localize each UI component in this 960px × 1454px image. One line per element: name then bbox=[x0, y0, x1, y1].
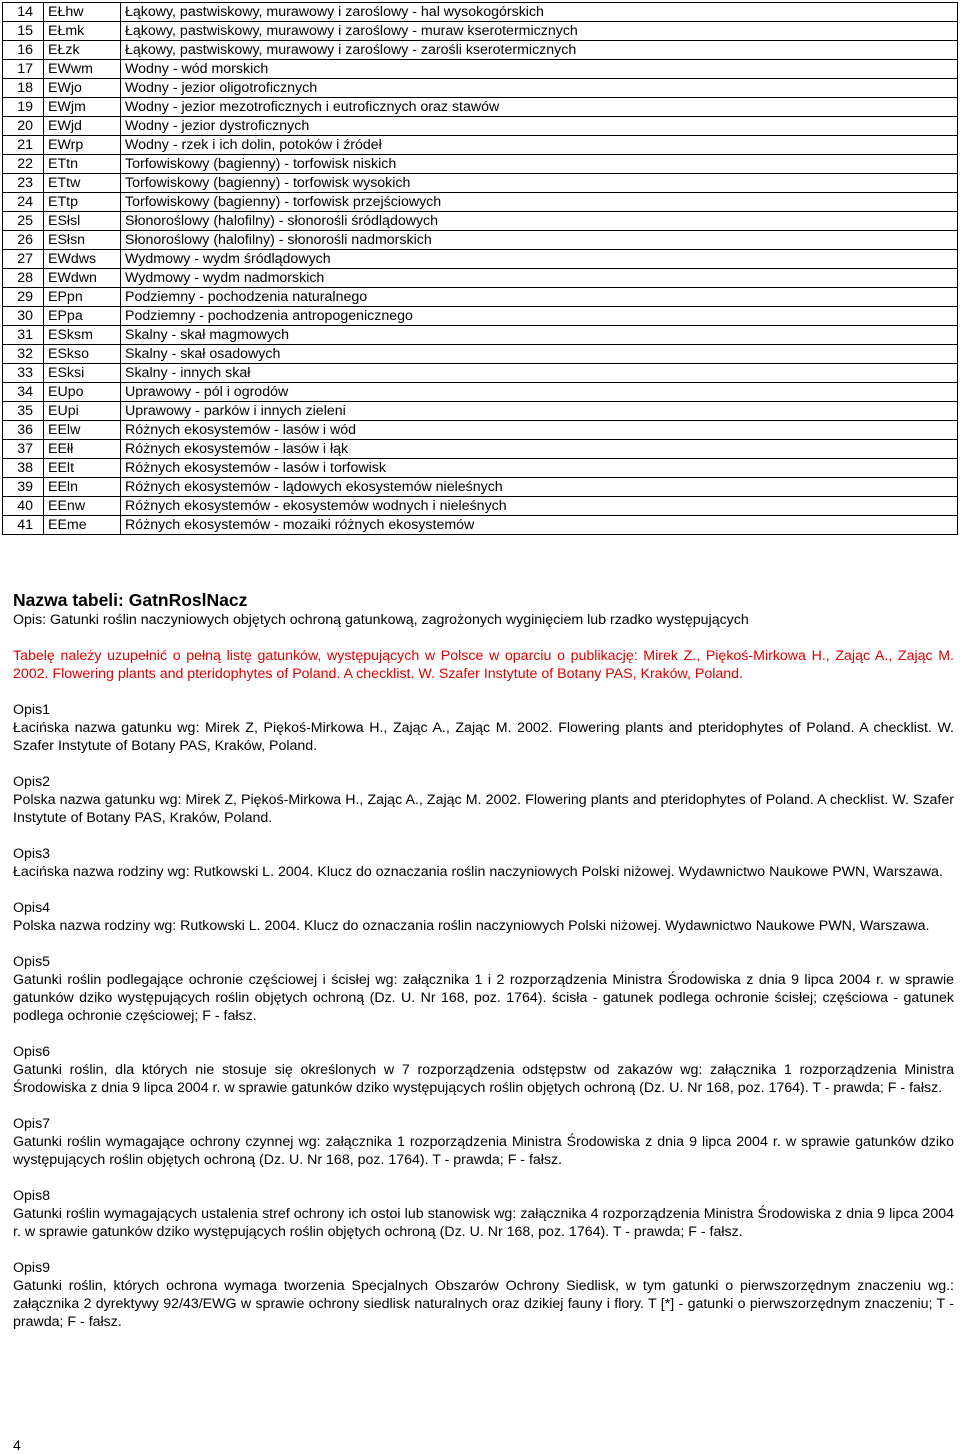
table-row bbox=[3, 326, 958, 345]
row-code: EEnw bbox=[44, 497, 121, 516]
field-block bbox=[13, 1043, 954, 1097]
table-row bbox=[3, 269, 958, 288]
row-number: 20 bbox=[3, 117, 44, 136]
row-number: 18 bbox=[3, 79, 44, 98]
red-instruction-note: Tabelę należy uzupełnić o pełną listę gatunków, występujących w Polsce w oparciu o publikację: Mirek Z., Piękoś-Mirkowa H., Zając A., Zając M. 2002. Flowering plants and pteridophytes of Poland. A checklist. W. Szafer Instytute of Botany PAS, Kraków, Poland. bbox=[13, 648, 954, 682]
row-number: 14 bbox=[3, 3, 44, 22]
row-description: Łąkowy, pastwiskowy, murawowy i zaroślowy - muraw kserotermicznych bbox=[121, 22, 958, 41]
table-row bbox=[3, 307, 958, 326]
ecosystem-codes-table bbox=[2, 2, 958, 535]
field-heading: Opis1 bbox=[13, 702, 51, 718]
table-row bbox=[3, 421, 958, 440]
table-row bbox=[3, 3, 958, 22]
table-row bbox=[3, 193, 958, 212]
row-number: 21 bbox=[3, 136, 44, 155]
field-heading: Opis9 bbox=[13, 1260, 51, 1276]
row-description: Wodny - rzek i ich dolin, potoków i źródeł bbox=[121, 136, 958, 155]
row-code: EPpn bbox=[44, 288, 121, 307]
row-description: Podziemny - pochodzenia antropogenicznego bbox=[121, 307, 958, 326]
row-number: 27 bbox=[3, 250, 44, 269]
row-description: Różnych ekosystemów - lasów i wód bbox=[121, 421, 958, 440]
row-code: EEme bbox=[44, 516, 121, 535]
row-description: Torfowiskowy (bagienny) - torfowisk przejściowych bbox=[121, 193, 958, 212]
row-number: 34 bbox=[3, 383, 44, 402]
table-row bbox=[3, 231, 958, 250]
table-row bbox=[3, 459, 958, 478]
row-description: Skalny - innych skał bbox=[121, 364, 958, 383]
row-description: Wodny - jezior mezotroficznych i eutroficznych oraz stawów bbox=[121, 98, 958, 117]
table-row bbox=[3, 250, 958, 269]
row-number: 31 bbox=[3, 326, 44, 345]
row-code: EUpo bbox=[44, 383, 121, 402]
row-number: 33 bbox=[3, 364, 44, 383]
row-number: 17 bbox=[3, 60, 44, 79]
field-text: Gatunki roślin, których ochrona wymaga tworzenia Specjalnych Obszarów Ochrony Siedlisk, w tym gatunki o pierwszorzędnym znaczeniu wg.: załącznika 2 dyrektywy 92/43/EWG w sprawie ochrony siedlisk naturalnych oraz dzikiej fauny i flory. T [*] - gatunki o pierwszorzędnym znaczeniu; T - prawda; F - fałsz. bbox=[13, 1278, 954, 1330]
row-number: 37 bbox=[3, 440, 44, 459]
row-description: Różnych ekosystemów - mozaiki różnych ekosystemów bbox=[121, 516, 958, 535]
row-code: ETtp bbox=[44, 193, 121, 212]
field-text: Łacińska nazwa gatunku wg: Mirek Z, Piękoś-Mirkowa H., Zając A., Zając M. 2002. Flowering plants and pteridophytes of Poland. A checklist. W. Szafer Instytute of Botany PAS, Kraków, Poland. bbox=[13, 720, 954, 754]
row-number: 36 bbox=[3, 421, 44, 440]
row-number: 15 bbox=[3, 22, 44, 41]
row-code: EWrp bbox=[44, 136, 121, 155]
row-description: Słonoroślowy (halofilny) - słonorośli nadmorskich bbox=[121, 231, 958, 250]
field-heading: Opis7 bbox=[13, 1116, 51, 1132]
field-block bbox=[13, 1259, 954, 1331]
row-code: EŁmk bbox=[44, 22, 121, 41]
row-description: Skalny - skał osadowych bbox=[121, 345, 958, 364]
row-number: 16 bbox=[3, 41, 44, 60]
row-code: ETtw bbox=[44, 174, 121, 193]
row-number: 32 bbox=[3, 345, 44, 364]
field-text: Gatunki roślin wymagających ustalenia stref ochrony ich ostoi lub stanowisk wg: załącznika 4 rozporządzenia Ministra Środowiska z dnia 9 lipca 2004 r. w sprawie gatunków dziko występujących roślin objętych ochroną (Dz. U. Nr 168, poz. 1764). T - prawda; F - fałsz. bbox=[13, 1206, 954, 1240]
field-heading: Opis2 bbox=[13, 774, 51, 790]
row-description: Wydmowy - wydm śródlądowych bbox=[121, 250, 958, 269]
row-code: ESłsn bbox=[44, 231, 121, 250]
table-row bbox=[3, 364, 958, 383]
row-code: EElt bbox=[44, 459, 121, 478]
row-code: EEłł bbox=[44, 440, 121, 459]
row-description: Uprawowy - parków i innych zieleni bbox=[121, 402, 958, 421]
row-number: 25 bbox=[3, 212, 44, 231]
table-row bbox=[3, 98, 958, 117]
table-row bbox=[3, 288, 958, 307]
row-code: EŁhw bbox=[44, 3, 121, 22]
row-description: Różnych ekosystemów - ekosystemów wodnych i nieleśnych bbox=[121, 497, 958, 516]
row-code: EWwm bbox=[44, 60, 121, 79]
table-row bbox=[3, 155, 958, 174]
table-row bbox=[3, 516, 958, 535]
row-description: Różnych ekosystemów - lasów i łąk bbox=[121, 440, 958, 459]
row-code: EPpa bbox=[44, 307, 121, 326]
row-code: ESksi bbox=[44, 364, 121, 383]
row-number: 22 bbox=[3, 155, 44, 174]
field-block bbox=[13, 701, 954, 755]
row-number: 26 bbox=[3, 231, 44, 250]
row-number: 24 bbox=[3, 193, 44, 212]
row-code: ETtn bbox=[44, 155, 121, 174]
row-description: Torfowiskowy (bagienny) - torfowisk niskich bbox=[121, 155, 958, 174]
field-block bbox=[13, 899, 954, 935]
field-block bbox=[13, 1115, 954, 1169]
field-text: Gatunki roślin, dla których nie stosuje się określonych w 7 rozporządzenia odstępstw od zakazów wg: załącznika 1 rozporządzenia Ministra Środowiska z dnia 9 lipca 2004 r. w sprawie gatunków dziko występujących roślin objętych ochroną (Dz. U. Nr 168, poz. 1764). T - prawda; F - fałsz. bbox=[13, 1062, 954, 1096]
table-row bbox=[3, 136, 958, 155]
field-block bbox=[13, 953, 954, 1025]
field-text: Polska nazwa rodziny wg: Rutkowski L. 2004. Klucz do oznaczania roślin naczyniowych Polski niżowej. Wydawnictwo Naukowe PWN, Warszawa. bbox=[13, 918, 930, 934]
row-code: EWdwn bbox=[44, 269, 121, 288]
row-description: Różnych ekosystemów - lądowych ekosystemów nieleśnych bbox=[121, 478, 958, 497]
row-number: 23 bbox=[3, 174, 44, 193]
row-number: 39 bbox=[3, 478, 44, 497]
table-row bbox=[3, 478, 958, 497]
row-number: 29 bbox=[3, 288, 44, 307]
table-row bbox=[3, 22, 958, 41]
table-row bbox=[3, 79, 958, 98]
row-code: EWdws bbox=[44, 250, 121, 269]
row-description: Torfowiskowy (bagienny) - torfowisk wysokich bbox=[121, 174, 958, 193]
table-name-heading: Nazwa tabeli: GatnRoslNacz bbox=[13, 590, 248, 610]
field-text: Gatunki roślin podlegające ochronie częściowej i ścisłej wg: załącznika 1 i 2 rozporządzenia Ministra Środowiska z dnia 9 lipca 2004 r. w sprawie gatunków dziko występujących roślin objętych ochroną (Dz. U. Nr 168, poz. 1764). ścisła - gatunek podlega ochronie ścisłej; częściowa - gatunek podlega ochronie częściowej; F - fałsz. bbox=[13, 972, 954, 1024]
table-body bbox=[3, 3, 958, 535]
row-number: 38 bbox=[3, 459, 44, 478]
row-code: EŁzk bbox=[44, 41, 121, 60]
row-number: 19 bbox=[3, 98, 44, 117]
row-number: 30 bbox=[3, 307, 44, 326]
row-description: Różnych ekosystemów - lasów i torfowisk bbox=[121, 459, 958, 478]
table-row bbox=[3, 402, 958, 421]
table-description: Opis: Gatunki roślin naczyniowych objętych ochroną gatunkową, zagrożonych wyginięciem lub rzadko występujących bbox=[13, 612, 749, 628]
row-description: Wodny - jezior oligotroficznych bbox=[121, 79, 958, 98]
row-code: EUpi bbox=[44, 402, 121, 421]
row-code: EWjd bbox=[44, 117, 121, 136]
table-row bbox=[3, 440, 958, 459]
table-row bbox=[3, 41, 958, 60]
table-row bbox=[3, 60, 958, 79]
row-description: Uprawowy - pól i ogrodów bbox=[121, 383, 958, 402]
field-block bbox=[13, 1187, 954, 1241]
field-descriptions bbox=[13, 701, 954, 1331]
row-code: EEln bbox=[44, 478, 121, 497]
row-code: ESksm bbox=[44, 326, 121, 345]
table-row bbox=[3, 117, 958, 136]
table-row bbox=[3, 497, 958, 516]
field-block bbox=[13, 845, 954, 881]
row-number: 35 bbox=[3, 402, 44, 421]
page-number: 4 bbox=[13, 1437, 21, 1453]
row-code: EWjo bbox=[44, 79, 121, 98]
row-number: 28 bbox=[3, 269, 44, 288]
table-row bbox=[3, 174, 958, 193]
row-code: ESkso bbox=[44, 345, 121, 364]
field-heading: Opis5 bbox=[13, 954, 51, 970]
row-number: 41 bbox=[3, 516, 44, 535]
row-description: Łąkowy, pastwiskowy, murawowy i zaroślowy - hal wysokogórskich bbox=[121, 3, 958, 22]
row-description: Wodny - wód morskich bbox=[121, 60, 958, 79]
row-number: 40 bbox=[3, 497, 44, 516]
row-description: Łąkowy, pastwiskowy, murawowy i zaroślowy - zarośli kserotermicznych bbox=[121, 41, 958, 60]
row-code: EElw bbox=[44, 421, 121, 440]
field-heading: Opis8 bbox=[13, 1188, 51, 1204]
row-description: Wodny - jezior dystroficznych bbox=[121, 117, 958, 136]
field-text: Gatunki roślin wymagające ochrony czynnej wg: załącznika 1 rozporządzenia Ministra Środowiska z dnia 9 lipca 2004 r. w sprawie gatunków dziko występujących roślin objętych ochroną (Dz. U. Nr 168, poz. 1764). T - prawda; F - fałsz. bbox=[13, 1134, 954, 1168]
row-description: Podziemny - pochodzenia naturalnego bbox=[121, 288, 958, 307]
table-row bbox=[3, 383, 958, 402]
field-heading: Opis3 bbox=[13, 846, 51, 862]
row-description: Skalny - skał magmowych bbox=[121, 326, 958, 345]
table-description-section bbox=[13, 589, 954, 1331]
table-row bbox=[3, 345, 958, 364]
row-description: Wydmowy - wydm nadmorskich bbox=[121, 269, 958, 288]
field-text: Łacińska nazwa rodziny wg: Rutkowski L. 2004. Klucz do oznaczania roślin naczyniowych Polski niżowej. Wydawnictwo Naukowe PWN, Warszawa. bbox=[13, 864, 943, 880]
table-row bbox=[3, 212, 958, 231]
row-code: ESłsl bbox=[44, 212, 121, 231]
row-code: EWjm bbox=[44, 98, 121, 117]
field-heading: Opis6 bbox=[13, 1044, 51, 1060]
row-description: Słonoroślowy (halofilny) - słonorośli śródlądowych bbox=[121, 212, 958, 231]
field-block bbox=[13, 773, 954, 827]
field-text: Polska nazwa gatunku wg: Mirek Z, Piękoś-Mirkowa H., Zając A., Zając M. 2002. Flowering plants and pteridophytes of Poland. A checklist. W. Szafer Instytute of Botany PAS, Kraków, Poland. bbox=[13, 792, 954, 826]
field-heading: Opis4 bbox=[13, 900, 51, 916]
